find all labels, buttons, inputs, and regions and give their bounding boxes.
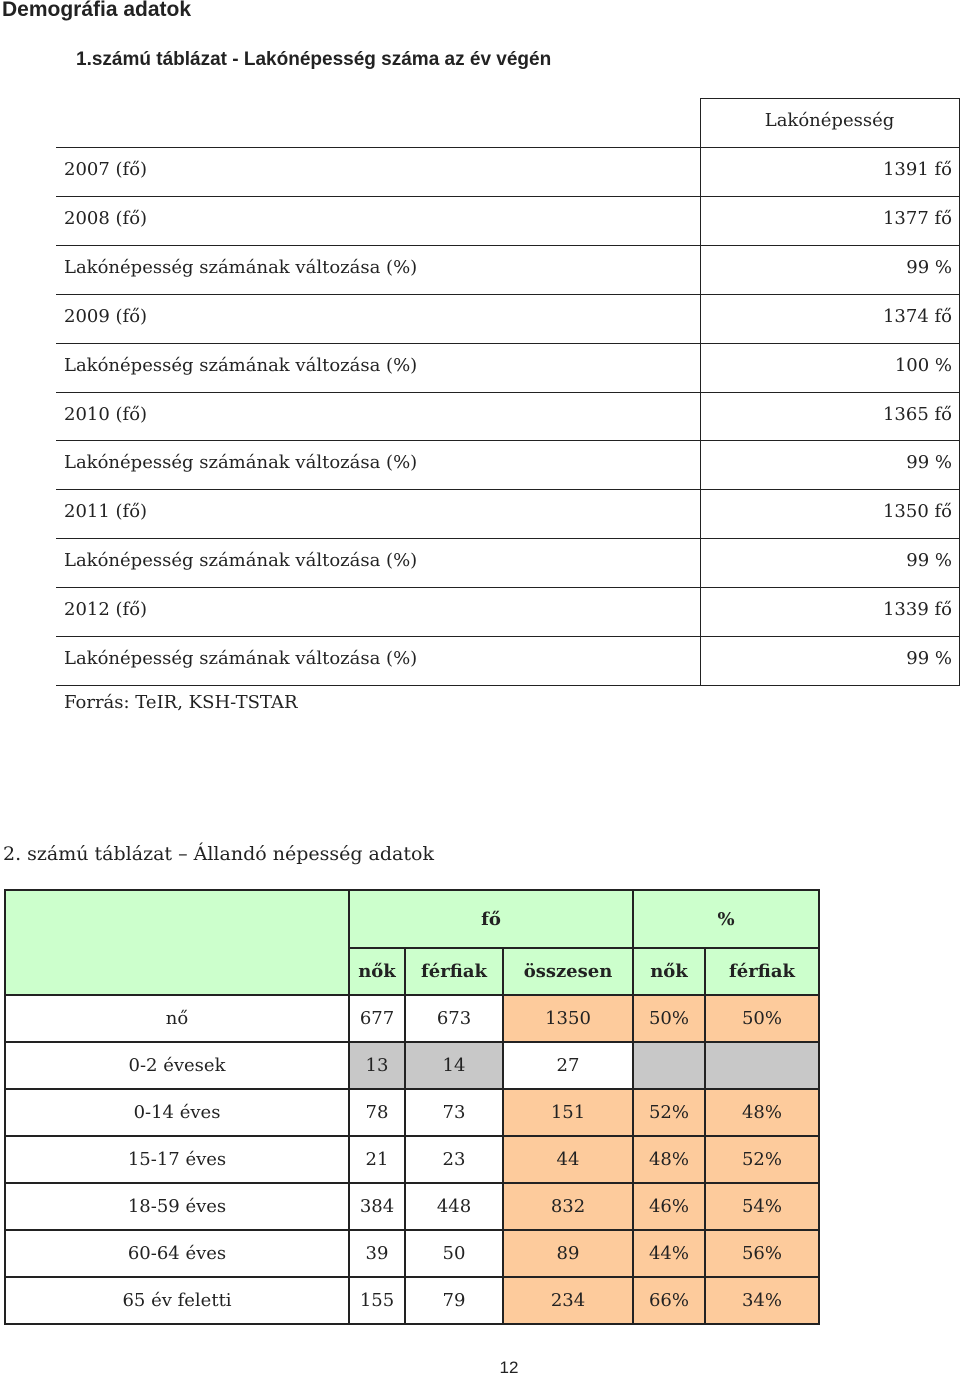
- table1-row: [0, 147, 960, 196]
- corner-header-cell: [5, 890, 349, 995]
- table1-row: [0, 245, 960, 294]
- cell: 448: [405, 1183, 503, 1230]
- cell: 44: [503, 1136, 633, 1183]
- cell: 66%: [633, 1277, 705, 1324]
- cell: 50: [405, 1230, 503, 1277]
- row-value: 1377 fő: [882, 208, 952, 229]
- subheader-cell: férfiak: [405, 948, 503, 995]
- cell: 48%: [633, 1136, 705, 1183]
- table1-row: [0, 343, 960, 392]
- cell: 13: [349, 1042, 405, 1089]
- cell: 673: [405, 995, 503, 1042]
- row-label: 2010 (fő): [64, 404, 148, 425]
- cell: 384: [349, 1183, 405, 1230]
- table1-row: [0, 294, 960, 343]
- row-value: 99 %: [906, 257, 952, 278]
- subheader-cell: összesen: [503, 948, 633, 995]
- cell: 46%: [633, 1183, 705, 1230]
- table1-row: [0, 196, 960, 245]
- cell: 21: [349, 1136, 405, 1183]
- cell: 89: [503, 1230, 633, 1277]
- table-row: [5, 1042, 819, 1089]
- row-value: 99 %: [906, 648, 952, 669]
- cell: 34%: [705, 1277, 819, 1324]
- cell: 52%: [633, 1089, 705, 1136]
- row-label: 2008 (fő): [64, 208, 148, 229]
- cell: 50%: [633, 995, 705, 1042]
- cell: 23: [405, 1136, 503, 1183]
- cell: 832: [503, 1183, 633, 1230]
- table-row: [5, 1183, 819, 1230]
- cell: 54%: [705, 1183, 819, 1230]
- table-row: [5, 1277, 819, 1324]
- row-label: Lakónépesség számának változása (%): [64, 452, 418, 473]
- table-row: [5, 1230, 819, 1277]
- row-value: 1365 fő: [882, 404, 952, 425]
- cell: [705, 1042, 819, 1089]
- row-label: 2012 (fő): [64, 599, 148, 620]
- table1-row: [0, 587, 960, 636]
- cell: 50%: [705, 995, 819, 1042]
- cell: 27: [503, 1042, 633, 1089]
- cell: 79: [405, 1277, 503, 1324]
- cell: 155: [349, 1277, 405, 1324]
- row-label: 2009 (fő): [64, 306, 148, 327]
- cell: 78: [349, 1089, 405, 1136]
- cell: 677: [349, 995, 405, 1042]
- table1-row: [0, 636, 960, 685]
- row-value: 1391 fő: [882, 159, 952, 180]
- row-label: 60-64 éves: [5, 1230, 349, 1277]
- subheader-cell: nők: [349, 948, 405, 995]
- group-header-percent: %: [633, 890, 819, 948]
- table1-row: [0, 489, 960, 538]
- cell: 48%: [705, 1089, 819, 1136]
- cell: 56%: [705, 1230, 819, 1277]
- table1-source: Forrás: TeIR, KSH-TSTAR: [64, 692, 298, 713]
- subheader-cell: nők: [633, 948, 705, 995]
- row-label: Lakónépesség számának változása (%): [64, 550, 418, 571]
- table1-column-header: Lakónépesség: [764, 110, 895, 131]
- page-number: 12: [499, 1358, 519, 1377]
- page-heading: Demográfia adatok: [2, 0, 192, 21]
- table2-caption: 2. számú táblázat – Állandó népesség adatok: [3, 843, 434, 865]
- subheader-cell: férfiak: [705, 948, 819, 995]
- table-row: [5, 995, 819, 1042]
- cell: 14: [405, 1042, 503, 1089]
- row-label: nő: [5, 995, 349, 1042]
- table1-row: [0, 392, 960, 441]
- row-value: 1374 fő: [882, 306, 952, 327]
- row-label: 2007 (fő): [64, 159, 148, 180]
- row-value: 100 %: [894, 355, 952, 376]
- row-label: 0-2 évesek: [5, 1042, 349, 1089]
- table1-row: [0, 538, 960, 587]
- cell: 52%: [705, 1136, 819, 1183]
- row-value: 99 %: [906, 550, 952, 571]
- row-value: 1339 fő: [882, 599, 952, 620]
- cell: 44%: [633, 1230, 705, 1277]
- row-label: 18-59 éves: [5, 1183, 349, 1230]
- cell: 73: [405, 1089, 503, 1136]
- row-label: Lakónépesség számának változása (%): [64, 355, 418, 376]
- cell: 234: [503, 1277, 633, 1324]
- row-label: 0-14 éves: [5, 1089, 349, 1136]
- row-label: Lakónépesség számának változása (%): [64, 257, 418, 278]
- resident-population-table: [4, 889, 820, 1325]
- row-label: 15-17 éves: [5, 1136, 349, 1183]
- row-label: 2011 (fő): [64, 501, 148, 522]
- cell: 39: [349, 1230, 405, 1277]
- row-value: 1350 fő: [882, 501, 952, 522]
- cell: [633, 1042, 705, 1089]
- table-row: [5, 1089, 819, 1136]
- cell: 1350: [503, 995, 633, 1042]
- table-row: [5, 1136, 819, 1183]
- row-label: Lakónépesség számának változása (%): [64, 648, 418, 669]
- table1-row: [0, 440, 960, 489]
- row-label: 65 év feletti: [5, 1277, 349, 1324]
- group-header-persons: fő: [349, 890, 633, 948]
- row-value: 99 %: [906, 452, 952, 473]
- cell: 151: [503, 1089, 633, 1136]
- table1-caption: 1.számú táblázat - Lakónépesség száma az év végén: [76, 49, 552, 70]
